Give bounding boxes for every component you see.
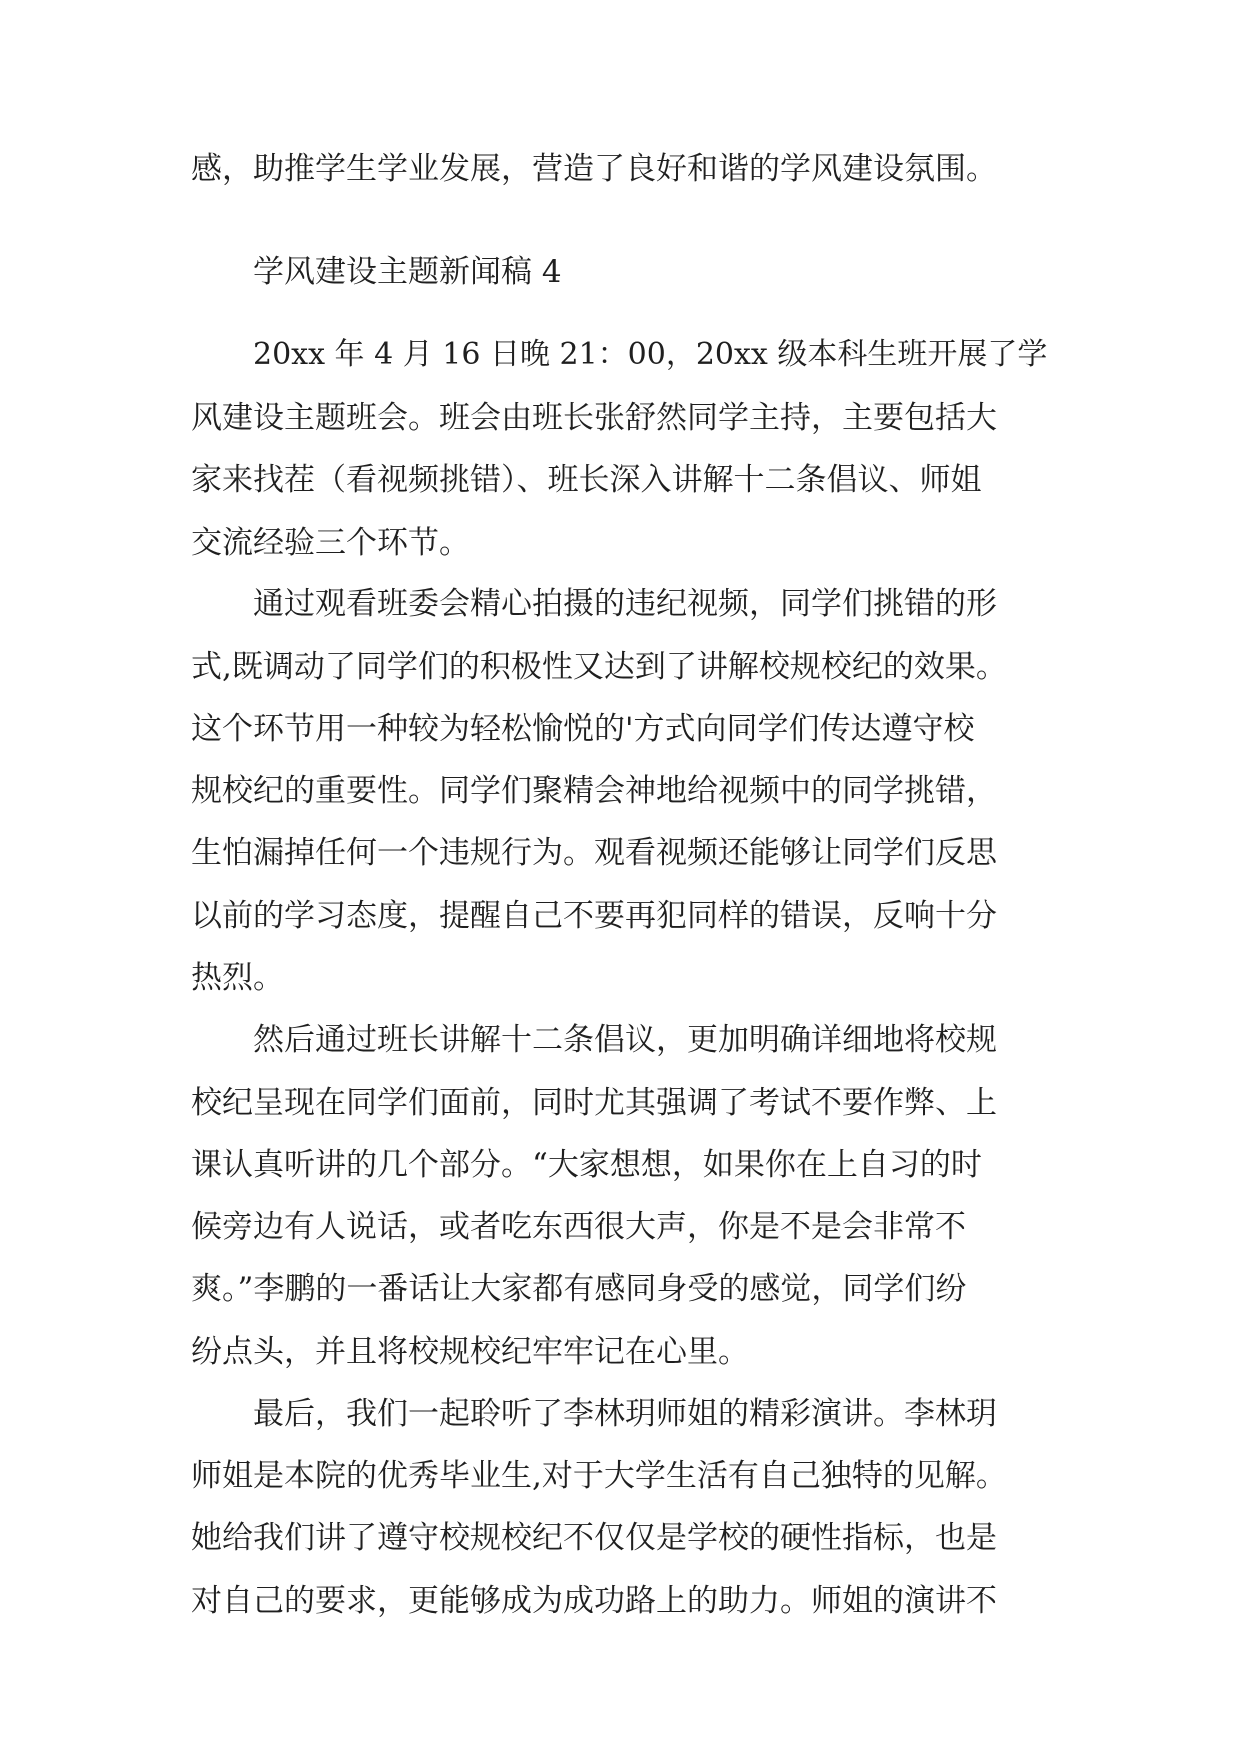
text-line: 家来找茬（看视频挑错）、班长深入讲解十二条倡议、师姐 bbox=[191, 462, 982, 498]
text-line: 20xx 年 4 月 16 日晚 21：00，20xx 级本科生班开展了学 bbox=[253, 337, 1048, 372]
text-line: 校纪呈现在同学们面前，同时尤其强调了考试不要作弊、上 bbox=[191, 1085, 997, 1121]
text-line: 生怕漏掉任何一个违规行为。观看视频还能够让同学们反思 bbox=[191, 835, 997, 871]
text-line: 风建设主题班会。班会由班长张舒然同学主持，主要包括大 bbox=[191, 400, 997, 436]
text-line: 规校纪的重要性。同学们聚精会神地给视频中的同学挑错， bbox=[191, 773, 997, 809]
text-line: 这个环节用一种较为轻松愉悦的'方式向同学们传达遵守校 bbox=[191, 711, 975, 747]
text-line: 交流经验三个环节。 bbox=[191, 525, 470, 561]
text-line: 她给我们讲了遵守校规校纪不仅仅是学校的硬性指标，也是 bbox=[191, 1520, 997, 1556]
section-heading: 学风建设主题新闻稿 4 bbox=[253, 254, 562, 290]
text-line: 最后，我们一起聆听了李林玥师姐的精彩演讲。李林玥 bbox=[253, 1396, 997, 1432]
text-line: 纷点头，并且将校规校纪牢牢记在心里。 bbox=[191, 1334, 749, 1370]
text-line: 式,既调动了同学们的积极性又达到了讲解校规校纪的效果。 bbox=[191, 649, 1007, 685]
text-line: 热烈。 bbox=[191, 960, 284, 996]
text-line: 感，助推学生学业发展，营造了良好和谐的学风建设氛围。 bbox=[191, 151, 997, 187]
text-line: 师姐是本院的优秀毕业生,对于大学生活有自己独特的见解。 bbox=[191, 1458, 1007, 1494]
text-line: 爽。”李鹏的一番话让大家都有感同身受的感觉，同学们纷 bbox=[191, 1271, 967, 1307]
text-line: 以前的学习态度，提醒自己不要再犯同样的错误，反响十分 bbox=[191, 898, 997, 934]
text-line: 对自己的要求，更能够成为成功路上的助力。师姐的演讲不 bbox=[191, 1583, 997, 1619]
text-line: 候旁边有人说话，或者吃东西很大声，你是不是会非常不 bbox=[191, 1209, 966, 1245]
text-line: 通过观看班委会精心拍摄的违纪视频，同学们挑错的形 bbox=[253, 586, 997, 622]
text-line: 然后通过班长讲解十二条倡议，更加明确详细地将校规 bbox=[253, 1022, 997, 1058]
text-line: 课认真听讲的几个部分。“大家想想，如果你在上自习的时 bbox=[191, 1147, 982, 1183]
